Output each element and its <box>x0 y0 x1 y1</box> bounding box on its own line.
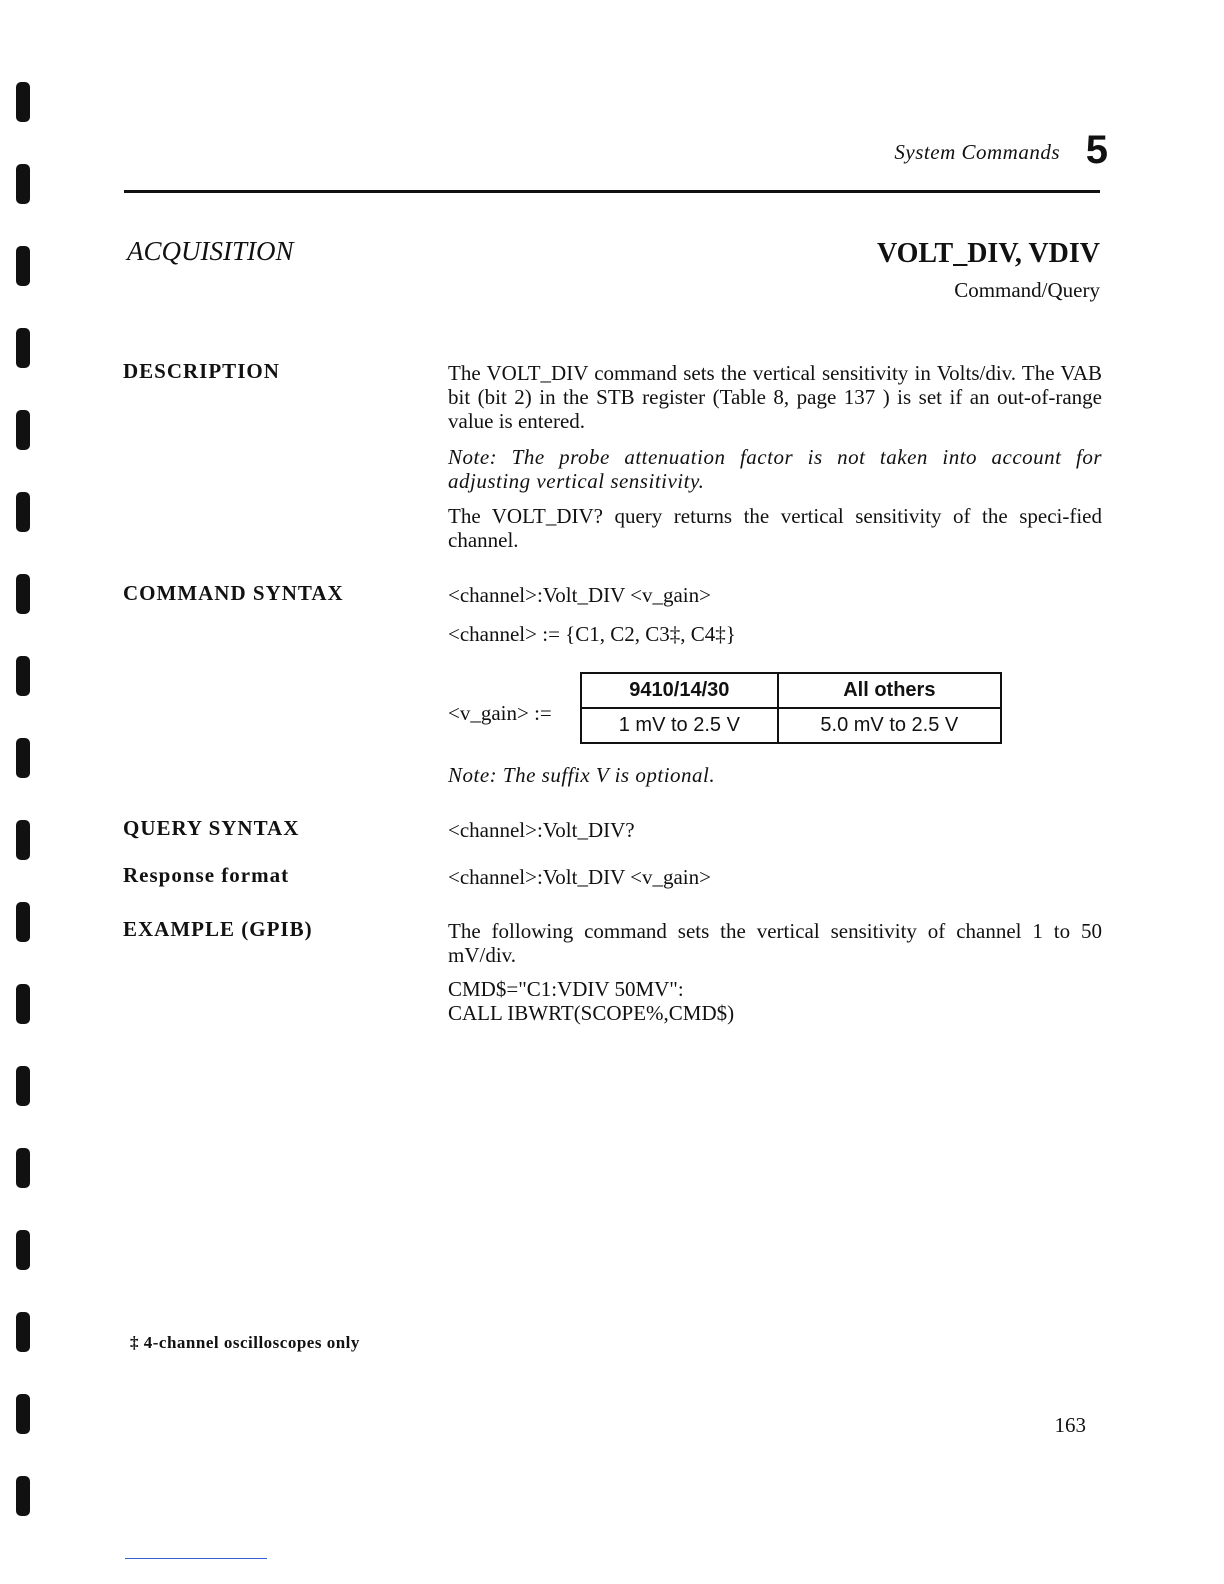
example-code-line: CMD$="C1:VDIV 50MV": <box>448 977 684 1001</box>
binder-hole <box>16 246 30 286</box>
footnote: ‡ 4-channel oscilloscopes only <box>130 1333 360 1352</box>
command-type: Command/Query <box>954 278 1100 302</box>
binder-hole <box>16 1230 30 1270</box>
binder-hole <box>16 656 30 696</box>
example-text: The following command sets the vertical sensitivity of channel 1 to 50 mV/div. <box>448 919 1102 967</box>
vgain-table <box>580 672 1002 744</box>
section-name: ACQUISITION <box>127 236 294 266</box>
response-format: <channel>:Volt_DIV <v_gain> <box>448 865 711 889</box>
binder-hole <box>16 984 30 1024</box>
binder-hole <box>16 1148 30 1188</box>
page-number: 163 <box>1054 1413 1086 1437</box>
command-syntax: <channel>:Volt_DIV <v_gain> <box>448 583 711 607</box>
description-label: DESCRIPTION <box>123 359 280 383</box>
binder-hole <box>16 82 30 122</box>
header-divider <box>124 190 1100 193</box>
table-header-cell: 9410/14/30 <box>581 673 778 708</box>
binder-hole <box>16 328 30 368</box>
binder-hole <box>16 164 30 204</box>
description-query-paragraph: The VOLT_DIV? query returns the vertical sensitivity of the speci-fied channel. <box>448 504 1102 552</box>
description-note: Note: The probe attenuation factor is not taken into account for adjusting vertical sensitivity. <box>448 445 1102 493</box>
query-syntax-label: QUERY SYNTAX <box>123 816 300 840</box>
running-header-title: System Commands <box>894 140 1060 164</box>
example-code-line: CALL IBWRT(SCOPE%,CMD$) <box>448 1001 735 1025</box>
binder-hole <box>16 902 30 942</box>
binder-hole <box>16 738 30 778</box>
binder-hole <box>16 492 30 532</box>
binder-hole <box>16 1394 30 1434</box>
binder-hole <box>16 410 30 450</box>
binder-hole <box>16 574 30 614</box>
query-syntax: <channel>:Volt_DIV? <box>448 818 635 842</box>
binder-hole <box>16 820 30 860</box>
command-syntax-label: COMMAND SYNTAX <box>123 581 344 605</box>
table-row <box>581 708 1001 743</box>
suffix-note: Note: The suffix V is optional. <box>448 763 716 787</box>
table-header-cell: All others <box>778 673 1001 708</box>
command-name: VOLT_DIV, VDIV <box>876 238 1100 269</box>
example-label: EXAMPLE (GPIB) <box>123 917 313 941</box>
binder-hole <box>16 1066 30 1106</box>
vgain-label: <v_gain> := <box>448 701 552 725</box>
channel-definition: <channel> := {C1, C2, C3‡, C4‡} <box>448 622 736 646</box>
table-cell: 5.0 mV to 2.5 V <box>778 708 1001 743</box>
binder-hole <box>16 1312 30 1352</box>
binder-holes <box>10 0 40 1584</box>
table-header-row <box>581 673 1001 708</box>
description-paragraph: The VOLT_DIV command sets the vertical sensitivity in Volts/div. The VAB bit (bit 2) in the STB register (Table 8, page 137 ) is set if an out-of-range value is entered. <box>448 361 1102 433</box>
table-cell: 1 mV to 2.5 V <box>581 708 778 743</box>
bottom-rule <box>125 1558 267 1559</box>
binder-hole <box>16 1476 30 1516</box>
chapter-number: 5 <box>1085 128 1108 172</box>
response-format-label: Response format <box>123 863 290 887</box>
